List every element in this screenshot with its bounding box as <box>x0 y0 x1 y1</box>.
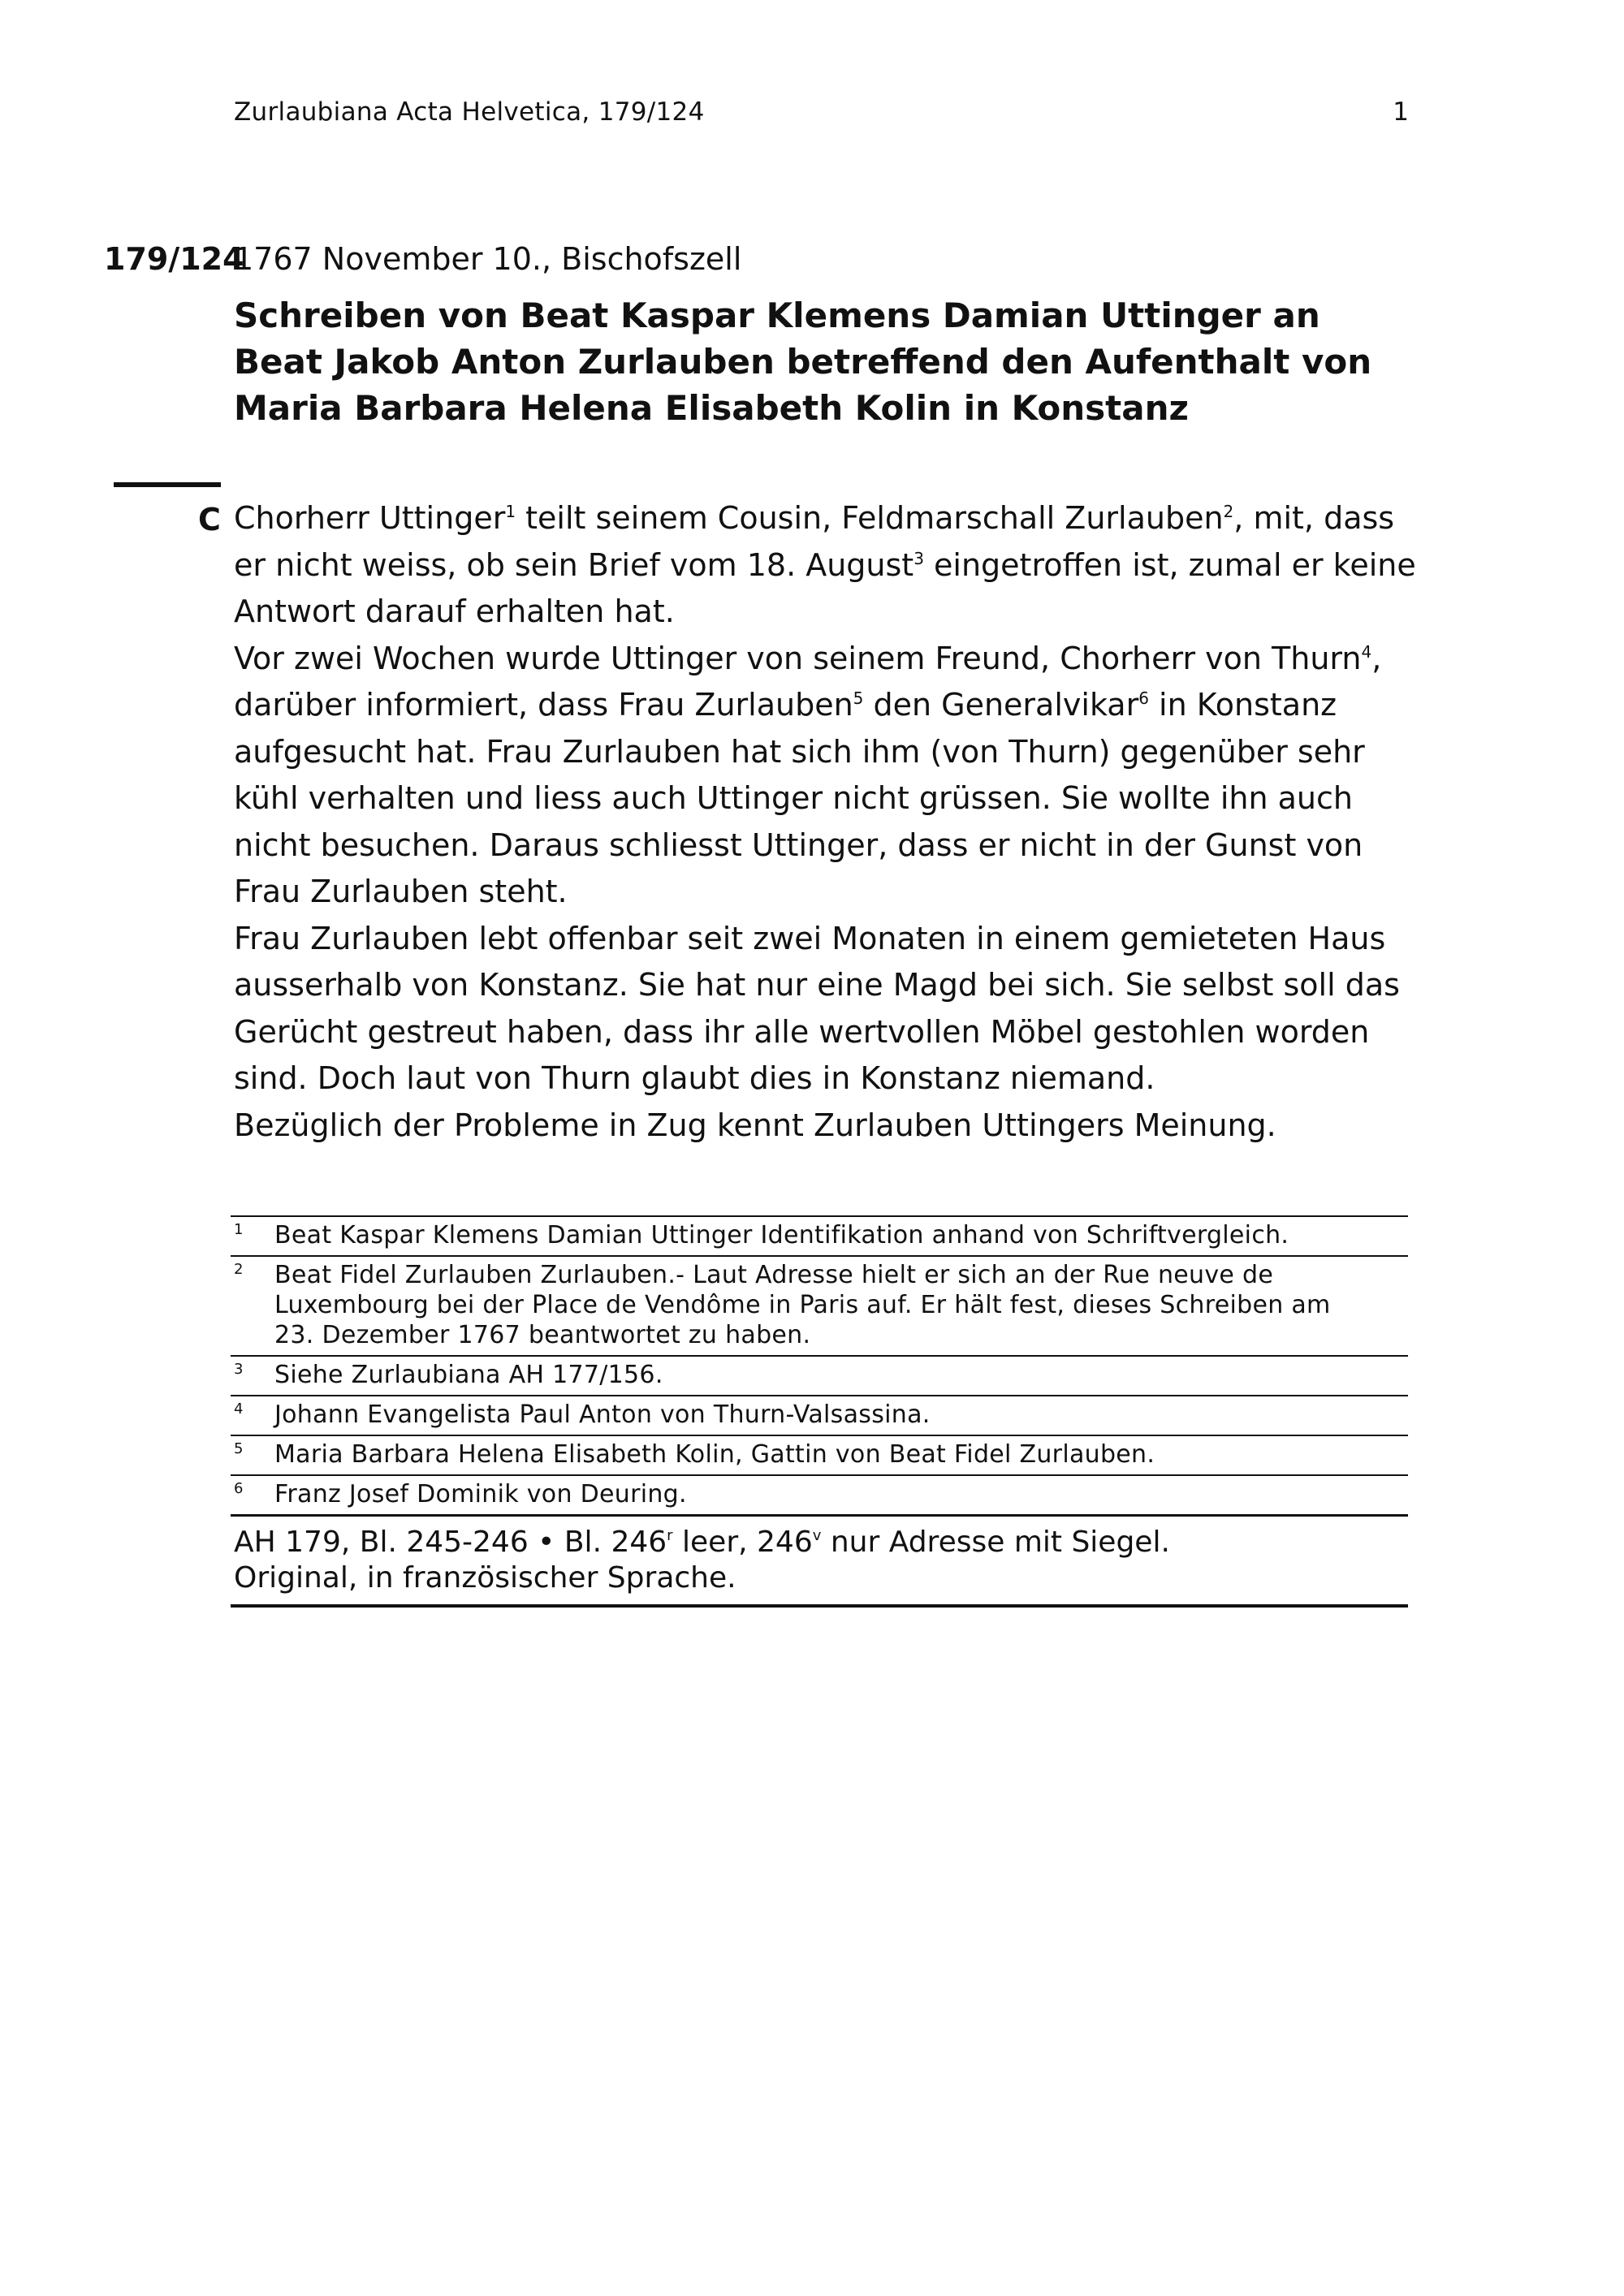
footnote-text: Franz Josef Dominik von Deuring. <box>274 1480 687 1508</box>
footnote-ref[interactable]: 3 <box>914 548 924 568</box>
footnote-text: Beat Kaspar Klemens Damian Uttinger Identifikation anhand von Schriftvergleich. <box>274 1221 1289 1249</box>
section-marker: C <box>198 502 221 537</box>
footnote-number: 1 <box>234 1221 244 1238</box>
paragraph-2: Vor zwei Wochen wurde Uttinger von seinem Freund, Chorherr von Thurn$^4$, darüber informiert, dass Frau Zurlauben$^5$ den Generalvikar$^6$ in Konstanz aufgesucht hat. Frau Zurlauben hat sich ihm (von Thurn) gegenüber sehr kühl verhalten und liess auch Uttinger nicht grüssen. Sie wollte ihn auch nicht besuchen. Daraus schliesst Uttinger, dass er nicht in der Gunst von Frau Zurlauben steht. <box>234 640 1382 909</box>
footnote <box>231 1255 1408 1355</box>
footnotes <box>231 1215 1408 1608</box>
footnote-number: 5 <box>234 1440 244 1457</box>
summary-text <box>234 495 1419 1149</box>
archive-line-1: AH 179, Bl. 245-246 • Bl. 246$^r$ leer, 246$^v$ nur Adresse mit Siegel. <box>234 1526 1170 1559</box>
footnote-text: Siehe Zurlaubiana AH 177/156. <box>274 1361 663 1389</box>
page-number: 1 <box>1393 97 1409 127</box>
footnote-number: 4 <box>234 1400 244 1418</box>
section-rule <box>114 482 221 487</box>
archive-line-2: Original, in französischer Sprache. <box>234 1561 736 1595</box>
footnote-number: 3 <box>234 1361 244 1378</box>
paragraph-1: Chorherr Uttinger$^1$ teilt seinem Cousin, Feldmarschall Zurlauben$^2$, mit, dass er nicht weiss, ob sein Brief vom 18. August$^3$ eingetroffen ist, zumal er keine Antwort darauf erhalten hat. <box>234 500 1416 629</box>
footnote-ref[interactable]: 1 <box>505 502 516 521</box>
footnote-ref[interactable]: 6 <box>1138 688 1149 708</box>
paragraph-3: Frau Zurlauben lebt offenbar seit zwei Monaten in einem gemieteten Haus ausserhalb von Konstanz. Sie hat nur eine Magd bei sich. Sie selbst soll das Gerücht gestreut haben, dass ihr alle wertvollen Möbel gestohlen worden sind. Doch laut von Thurn glaubt dies in Konstanz niemand. <box>234 920 1400 1096</box>
paragraph-4: Bezüglich der Probleme in Zug kennt Zurlauben Uttingers Meinung. <box>234 1107 1276 1143</box>
footnote-text: Maria Barbara Helena Elisabeth Kolin, Gattin von Beat Fidel Zurlauben. <box>274 1440 1155 1469</box>
footnote-text: Johann Evangelista Paul Anton von Thurn-Valsassina. <box>274 1400 931 1429</box>
footnote-ref[interactable]: 2 <box>1223 502 1234 521</box>
footnote-number: 2 <box>234 1261 244 1278</box>
footnote-ref[interactable]: 5 <box>853 688 864 708</box>
footnote <box>231 1474 1408 1514</box>
running-header: Zurlaubiana Acta Helvetica, 179/124 <box>234 97 705 127</box>
footnote-text: Beat Fidel Zurlauben Zurlauben.- Laut Adresse hielt er sich an der Rue neuve de Luxembourg bei der Place de Vendôme in Paris auf. Er hält fest, dieses Schreiben am 23. Dezember 1767 beantwortet zu haben. <box>274 1261 1331 1349</box>
footnote <box>231 1395 1408 1435</box>
entry-date-place: 1767 November 10., Bischofszell <box>234 241 742 277</box>
footnote-number: 6 <box>234 1480 244 1497</box>
archive-reference <box>231 1514 1408 1608</box>
footnote <box>231 1435 1408 1474</box>
entry-number: 179/124 <box>104 241 244 277</box>
footnote <box>231 1215 1408 1255</box>
footnote-ref[interactable]: 4 <box>1361 641 1372 662</box>
entry-title: Schreiben von Beat Kaspar Klemens Damian Uttinger an Beat Jakob Anton Zurlauben betreffend den Aufenthalt von Maria Barbara Helena Elisabeth Kolin in Konstanz <box>234 296 1372 428</box>
footnote <box>231 1355 1408 1395</box>
